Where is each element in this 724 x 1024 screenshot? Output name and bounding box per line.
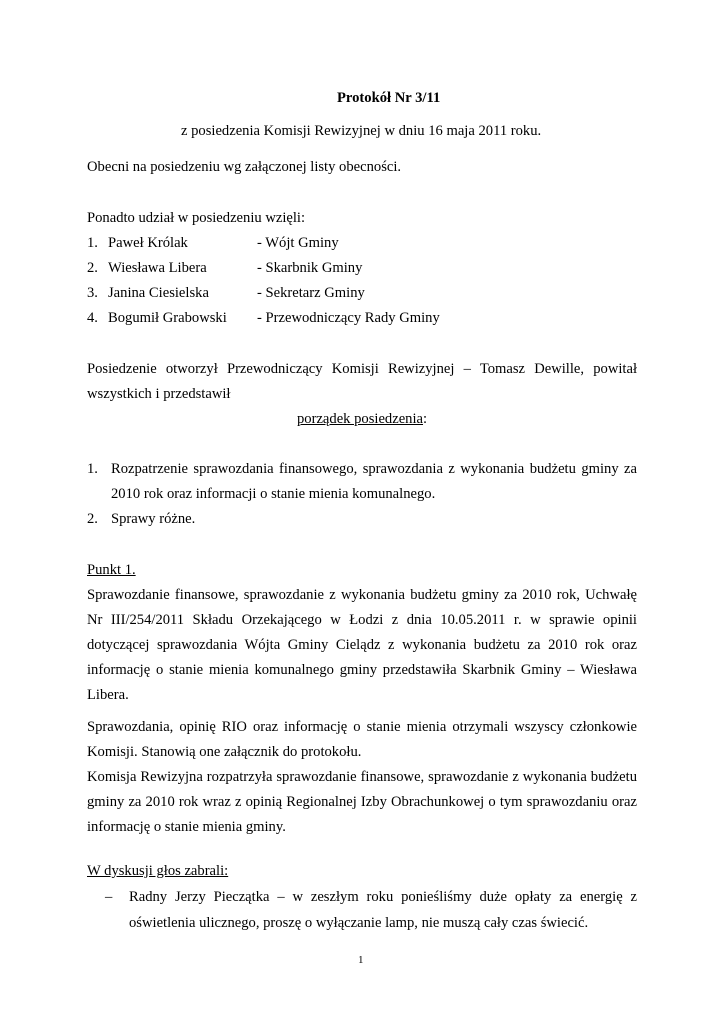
participant-name: Wiesława Libera [108,260,207,276]
participant-number: 4. [87,310,98,326]
participant-role: - Sekretarz Gminy [257,285,365,301]
agenda-heading-colon: : [423,411,428,427]
discussion-item-text: oświetlenia ulicznego, proszę o wyłączanie lamp, nie muszą cały czas świecić. [129,915,589,931]
paragraph-line: Komisja Rewizyjna rozpatrzyła sprawozdanie finansowe, sprawozdanie z wykonania budżetu [87,769,637,785]
page-number: 1 [358,954,364,966]
participant-name: Janina Ciesielska [108,285,209,301]
paragraph-line: Komisji. Stanowią one załącznik do protokołu. [87,744,362,760]
paragraph-line: Sprawozdanie finansowe, sprawozdanie z wykonania budżetu gminy za 2010 rok, Uchwałę [87,587,637,603]
agenda-heading-text: porządek posiedzenia [297,411,424,427]
agenda-item-number: 2. [87,511,98,527]
point1-heading: Punkt 1. [87,562,136,578]
paragraph-line: informację o stanie mienia komunalnego gminy przedstawiła Skarbnik Gminy – Wiesława [87,662,637,678]
participants-intro: Ponadto udział w posiedzeniu wzięli: [87,210,306,226]
participant-name: Bogumił Grabowski [108,310,227,326]
paragraph-line: gminy za 2010 rok wraz z opinią Regionalnej Izby Obrachunkowej o tym sprawozdaniu oraz [87,794,637,810]
opening-paragraph-line: wszystkich i przedstawił [87,386,231,402]
paragraph-line: informację o stanie mienia gminy. [87,819,286,835]
agenda-item-text: Sprawy różne. [111,511,196,527]
discussion-item-text: Radny Jerzy Pieczątka – w zeszłym roku ponieśliśmy duże opłaty za energię z [129,889,637,905]
participant-role: - Skarbnik Gminy [257,260,363,276]
document-subtitle: z posiedzenia Komisji Rewizyjnej w dniu 16 maja 2011 roku. [181,123,542,139]
paragraph-line: Sprawozdania, opinię RIO oraz informację o stanie mienia otrzymali wszyscy członkowie [87,719,637,735]
bullet-dash: – [105,889,113,905]
agenda-heading [297,412,427,427]
paragraph-line: dotyczącej sprawozdania Wójta Gminy Cielądz z wykonania budżetu za 2010 rok oraz [87,637,637,653]
agenda-item-text: Rozpatrzenie sprawozdania finansowego, sprawozdania z wykonania budżetu gminy za [111,461,637,477]
attendance-note: Obecni na posiedzeniu wg załączonej listy obecności. [87,159,402,175]
participant-number: 2. [87,260,98,276]
opening-paragraph-line: Posiedzenie otworzył Przewodniczący Komisji Rewizyjnej – Tomasz Dewille, powitał [87,361,637,377]
discussion-heading: W dyskusji głos zabrali: [87,863,229,879]
participant-number: 1. [87,235,98,251]
agenda-item-number: 1. [87,461,98,477]
participant-number: 3. [87,285,98,301]
participant-role: - Przewodniczący Rady Gminy [257,310,440,326]
participant-name: Paweł Królak [108,235,188,251]
document-title: Protokół Nr 3/11 [337,90,441,106]
paragraph-line: Nr III/254/2011 Składu Orzekającego w Łodzi z dnia 10.05.2011 r. w sprawie opinii [87,612,637,628]
participant-role: - Wójt Gminy [257,235,339,251]
paragraph-line: Libera. [87,687,129,703]
agenda-item-text: 2010 rok oraz informacji o stanie mienia komunalnego. [111,486,436,502]
